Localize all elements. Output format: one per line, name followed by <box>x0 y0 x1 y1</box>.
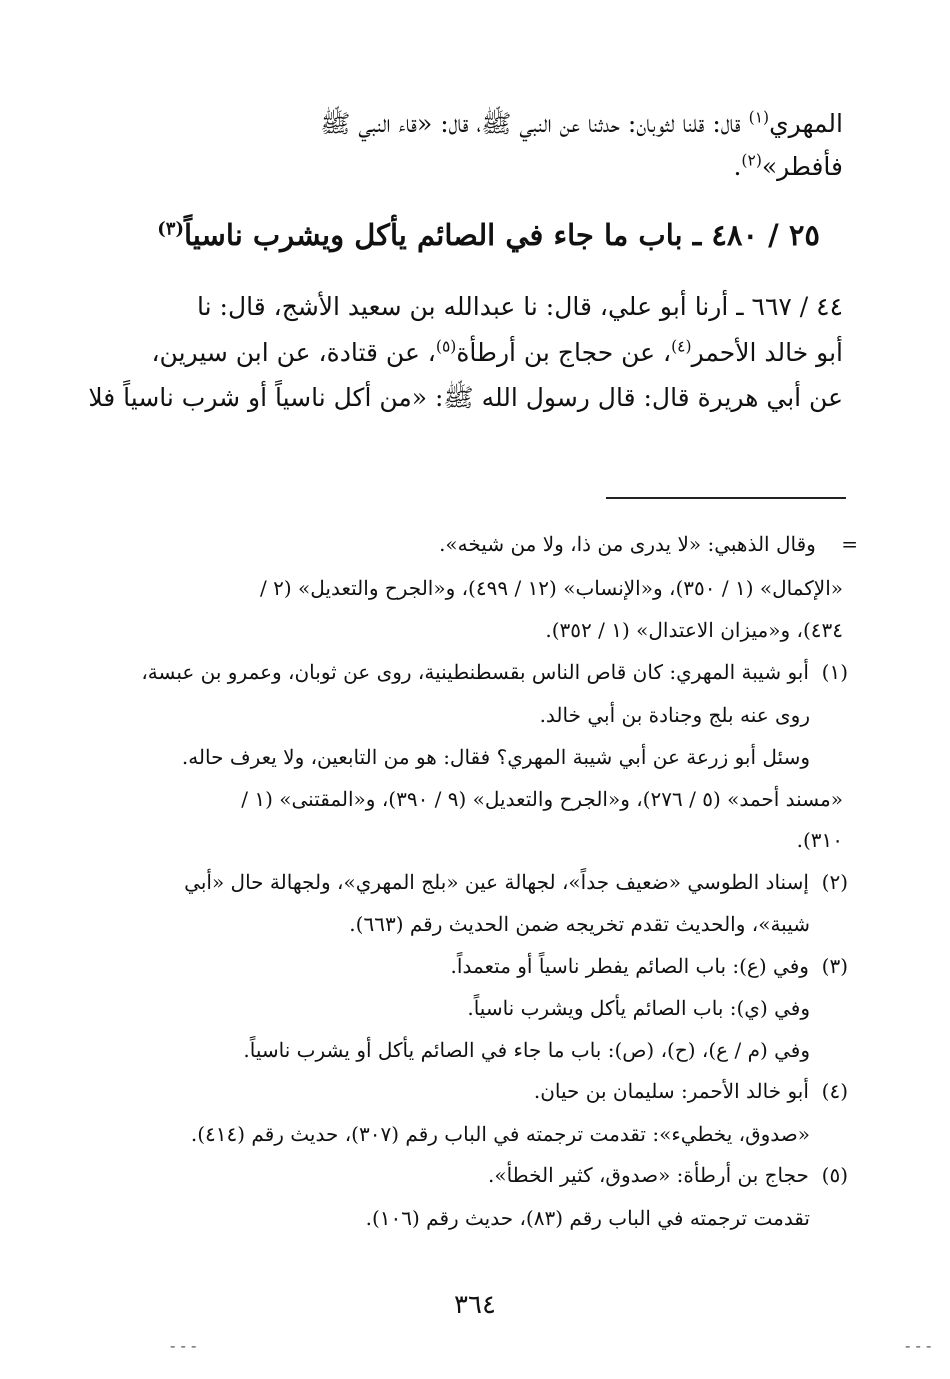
footnote-line-5: روى عنه بلج وجنادة بن أبي خالد. <box>539 703 810 727</box>
scan-mark-left: - - - <box>170 1336 197 1355</box>
footnote-line-14: (٤) أبو خالد الأحمر: سليمان بن حيان. <box>533 1079 848 1103</box>
footnote-line-12: وفي (ي): باب الصائم يأكل ويشرب ناسياً. <box>467 996 810 1020</box>
footnote-line-6: وسئل أبو زرعة عن أبي شيبة المهري؟ فقال: هو من التابعين، ولا يعرف حاله. <box>181 745 810 769</box>
page-number: ٣٦٤ <box>454 1290 496 1320</box>
main-line-1: المهري$^{(١)}$ قال: قلنا لثوبان: حدثنا عن النبي ﷺ، قال: «قاء النبي ﷺ <box>320 108 843 138</box>
footnote-separator <box>606 497 846 499</box>
footnote-line-17: تقدمت ترجمته في الباب رقم (٨٣)، حديث رقم (١٠٦). <box>365 1206 810 1230</box>
hadith-line-2: أبو خالد الأحمر$^{(٤)}$، عن حجاج بن أرطأة$^{(٥)}$، عن قتادة، عن ابن سيرين، <box>151 337 843 367</box>
footnote-line-10: شيبة»، والحديث تقدم تخريجه ضمن الحديث رقم (٦٦٣). <box>349 912 810 936</box>
footnote-line-7: «مسند أحمد» (٥ / ٢٧٦)، و«الجرح والتعديل» (٩ / ٣٩٠)، و«المقتنى» (١ / <box>241 787 843 811</box>
scan-mark-right: - - - <box>905 1336 932 1355</box>
footnote-line-3: ٤٣٤)، و«ميزان الاعتدال» (١ / ٣٥٢). <box>545 618 843 642</box>
hadith-line-1: ٤٤ / ٦٦٧ ـ أرنا أبو علي، قال: نا عبدالله بن سعيد الأشج، قال: نا <box>197 292 843 321</box>
footnote-line-4: (١) أبو شيبة المهري: كان قاص الناس بقسطنطينية، روى عن ثوبان، وعمرو بن عبسة، <box>141 660 848 684</box>
main-line-2: فأفطر»$^{(٢)}$. <box>733 151 843 181</box>
footnote-line-13: وفي (م / ع)، (ح)، (ص): باب ما جاء في الصائم يأكل أو يشرب ناسياً. <box>243 1038 810 1062</box>
chapter-heading: ٢٥ / ٤٨٠ ـ باب ما جاء في الصائم يأكل ويشرب ناسياً$^{(٣)}$ <box>157 218 820 252</box>
footnote-line-8: ٣١٠). <box>796 828 843 852</box>
footnote-line-16: (٥) حجاج بن أرطأة: «صدوق، كثير الخطأ». <box>487 1163 848 1187</box>
footnote-line-15: «صدوق، يخطيء»: تقدمت ترجمته في الباب رقم (٣٠٧)، حديث رقم (٤١٤). <box>190 1122 810 1146</box>
footnote-line-1: = وقال الذهبي: «لا يدرى من ذا، ولا من شيخه». <box>439 532 858 556</box>
hadith-line-3: عن أبي هريرة قال: قال رسول الله ﷺ: «من أكل ناسياً أو شرب ناسياً فلا <box>88 383 843 412</box>
footnote-line-9: (٢) إسناد الطوسي «ضعيف جداً»، لجهالة عين «بلج المهري»، ولجهالة حال «أبي <box>184 870 848 894</box>
footnote-line-2: «الإكمال» (١ / ٣٥٠)، و«الإنساب» (١٢ / ٤٩٩)، و«الجرح والتعديل» (٢ / <box>260 576 843 600</box>
footnote-line-11: (٣) وفي (ع): باب الصائم يفطر ناسياً أو متعمداً. <box>450 954 848 978</box>
